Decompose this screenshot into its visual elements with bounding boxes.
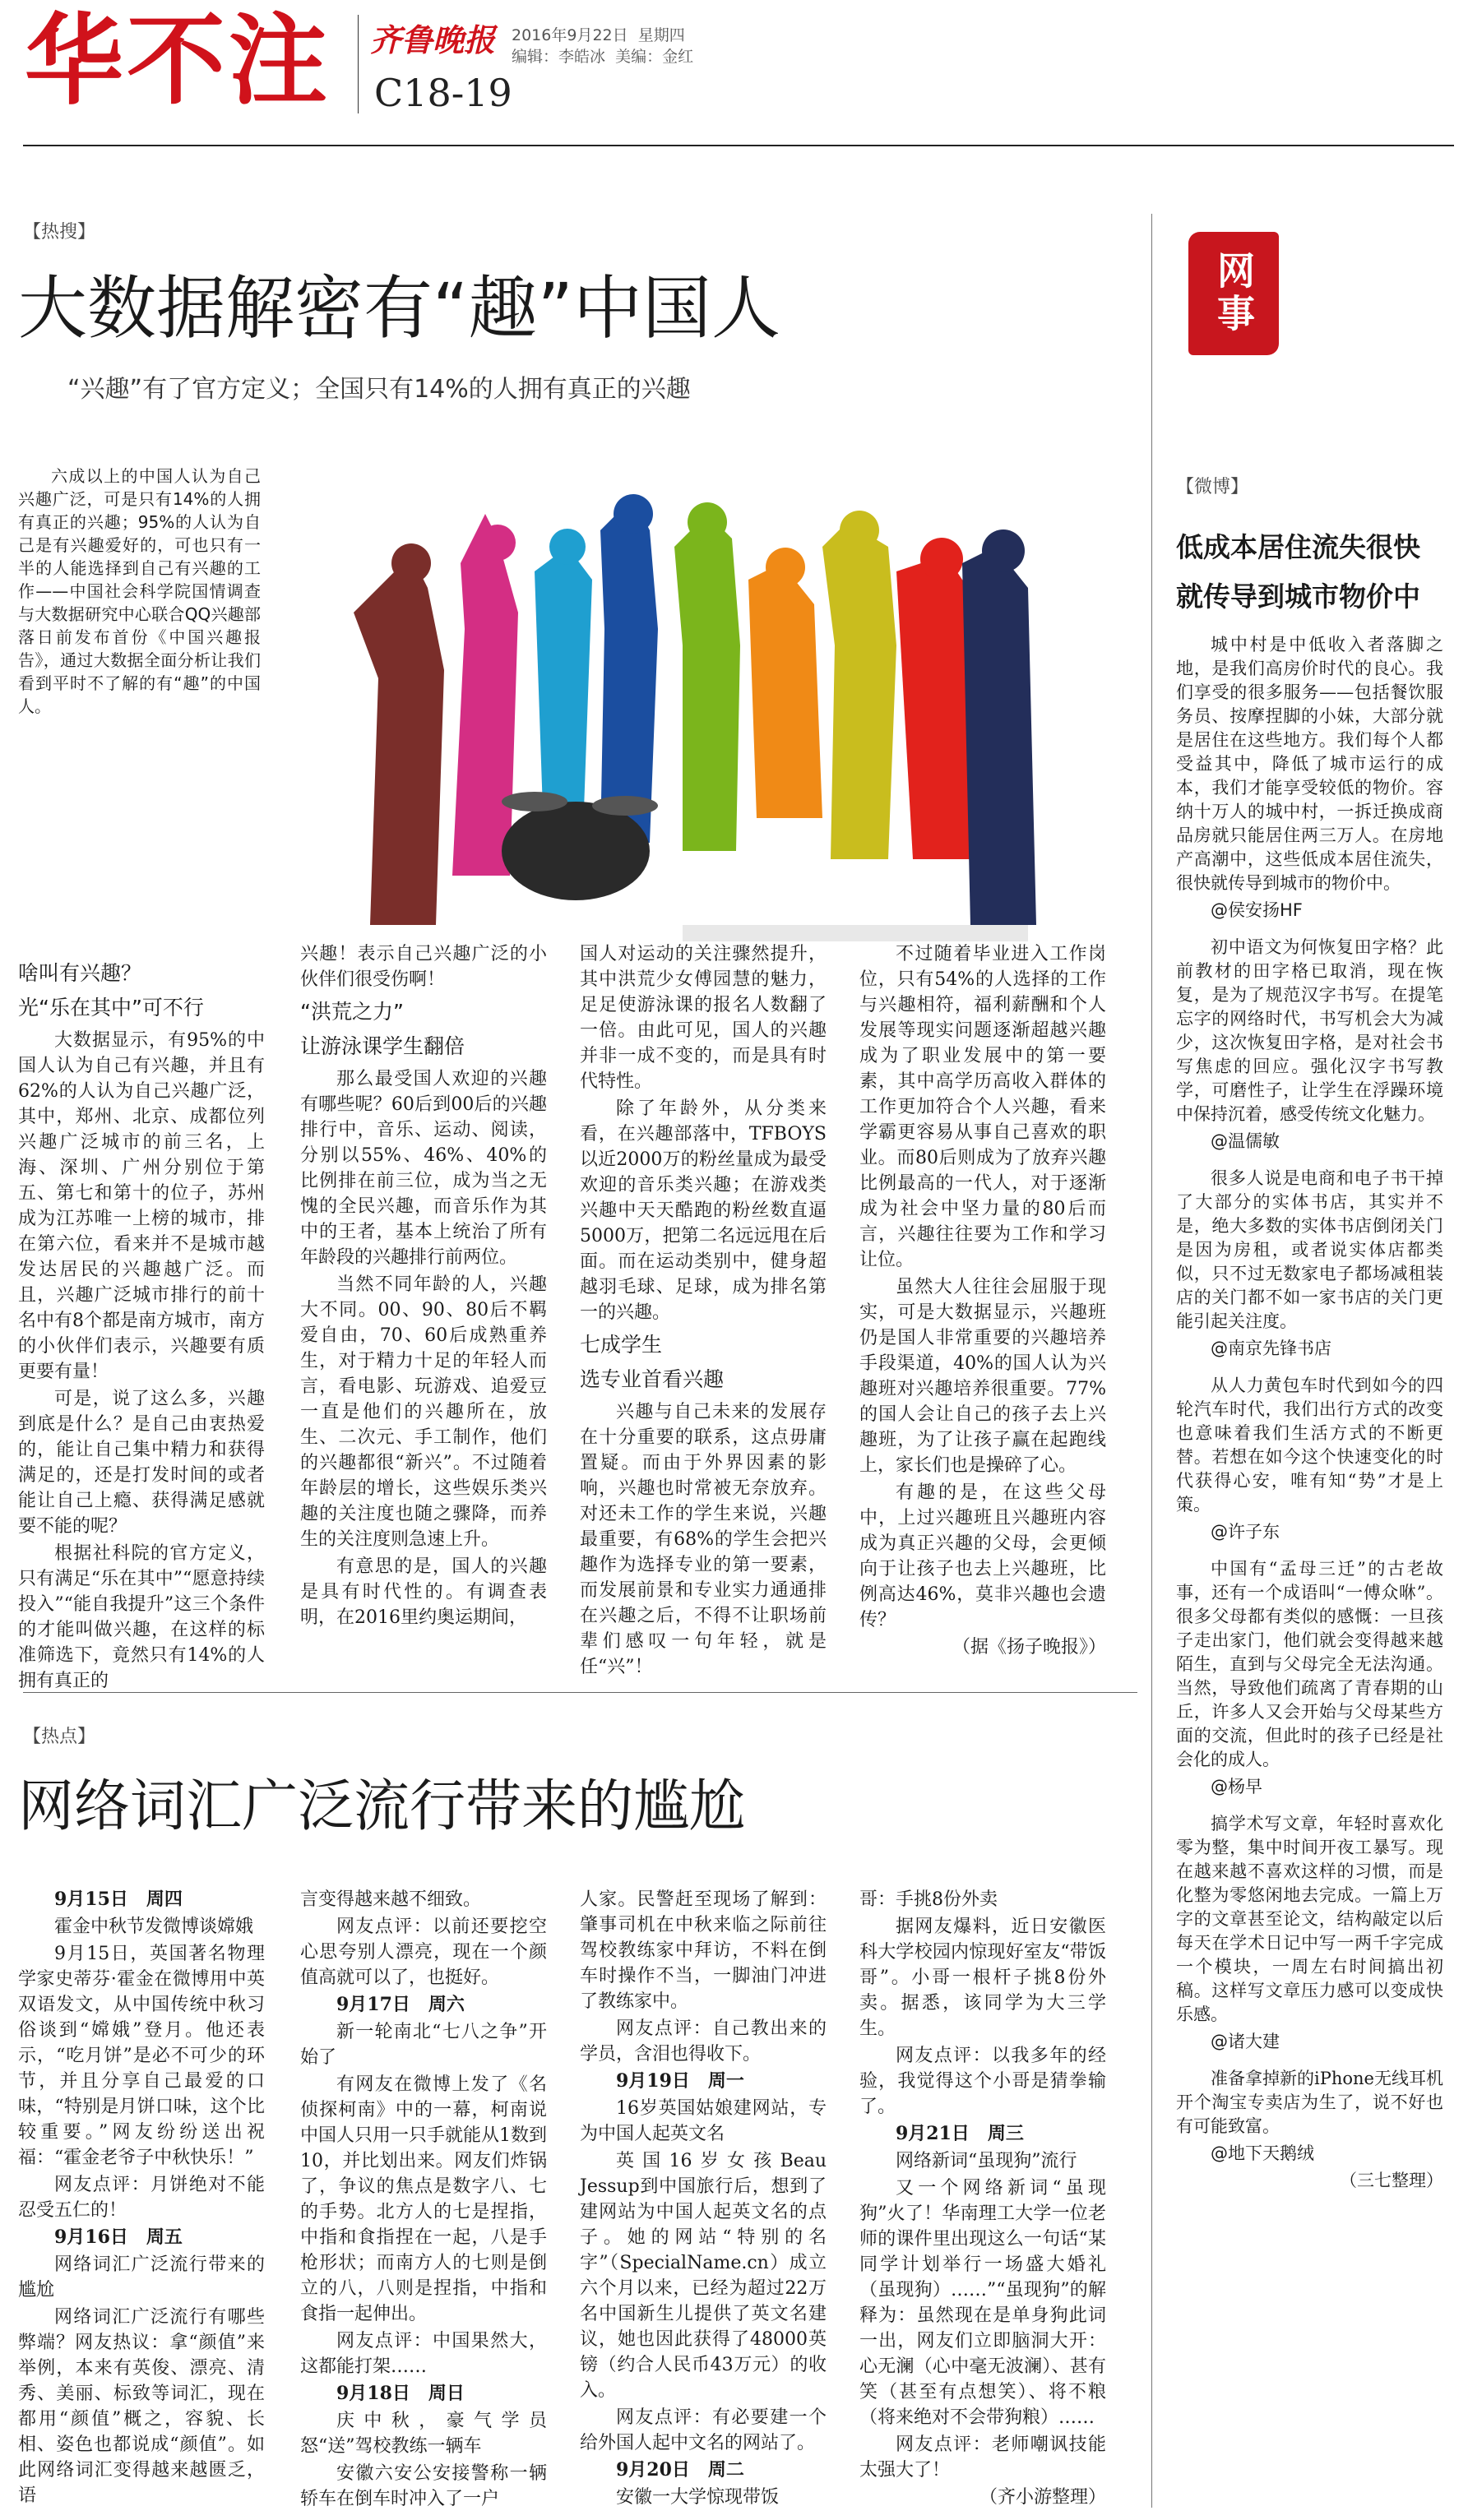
weibo-author: @诸大建 [1211,2032,1280,2051]
article1-subhead-1a: 啥叫有兴趣？ [18,961,142,985]
weibo-post: 搞学术写文章，年轻时喜欢化零为整，集中时间开夜工暴写。现在越来越不喜欢这样的习惯，而是化整为零悠闲地去完成。一篇上万字的文章甚至论文，结构敲定以后每天在学术日记中写一两千字完成一个模块，一周左右时间搞出初稿。这样写文章压力感可以变成快乐感。 [1176,1814,1443,2024]
article2-column-3 [580,1887,827,2512]
sidebar-tag: 【微博】 [1176,477,1249,497]
article1-paragraph: 那么最受国人欢迎的兴趣有哪些呢？60后到00后的兴趣排行中，音乐、运动、阅读，分别以55%、46%、40%的比例排在前三位，成为当之无愧的全民兴趣，而音乐作为其中的王者，基本上统治了所有年龄段的兴趣排行前两位。 [300,1069,547,1268]
diary-headline: 网络新词“虽现狗”流行 [896,2151,1077,2171]
article1-paragraph: 兴趣与自己未来的发展存在十分重要的联系，这点毋庸置疑。而由于外界因素的影响，兴趣也时常被无奈放弃。对还未工作的学生来说，兴趣最重要，有68%的学生会把兴趣作为选择专业的第一要素，而发展前景和专业实力通通排在兴趣之后，不得不让职场前辈们感叹一句年轻，就是任“兴”！ [580,1402,827,1677]
article1-paragraph: 虽然大人往往会屈服于现实，可是大数据显示，兴趣班仍是国人非常重要的兴趣培养手段渠道，40%的国人认为兴趣班对兴趣培养很重要。77%的国人会让自己的孩子去上兴趣班，为了让孩子赢在起跑线上，家长们也是操碎了心。 [859,1277,1106,1476]
article1-paragraph: 根据社科院的官方定义，只有满足“乐在其中”“愿意持续投入”“能自我提升”这三个条件的才能叫做兴趣，在这样的标准筛选下，竟然只有14%的人拥有真正的 [18,1543,265,1691]
article2-paragraph: 言变得越来越不细致。 [300,1889,482,1910]
weekday-text: 星期四 [637,26,685,44]
band-illustration [321,465,1069,946]
article2-column-2 [300,1887,547,2512]
diary-date: 9月21日 周三 [896,2123,1024,2144]
wangshi-seal [1188,232,1279,355]
article2-source: （齐小游整理） [979,2487,1106,2508]
article2-comment: 网友点评：以我多年的经验，我觉得这个小哥是猜拳输了。 [859,2046,1106,2117]
article2-paragraph: 英国16岁女孩Beau Jessup到中国旅行后，想到了建网站为中国人起英文名的点子。她的网站“特别的名字”（SpecialName.cn）成立六个月以来，已经为超过22万名中国新生儿提供了英文名建议，她也因此获得了48000英镑（约合人民币43万元）的收入。 [580,2151,827,2401]
article1-paragraph: 兴趣！表示自己兴趣广泛的小伙伴们很受伤啊！ [300,944,547,990]
article2-tag: 【热点】 [23,1727,96,1747]
band-members [354,494,1036,941]
masthead-rule [23,145,1454,146]
weibo-post: 中国有“孟母三迁”的古老故事，还有一个成语叫“一傅众咻”。很多父母都有类似的感慨：一旦孩子走出家门，他们就会变得越来越陌生，直到与父母完全无法沟通。当然，导致他们疏离了青春期的山丘，许多人又会开始与父母某些方面的交流，但此时的孩子已经是社会化的成人。 [1176,1559,1443,1769]
diary-date: 9月18日 周日 [336,2383,465,2404]
sidebar-body [1176,633,1443,2499]
article1-paragraph: 有趣的是，在这些父母中，上过兴趣班且兴趣班内容成为真正兴趣的父母，会更倾向于让孩子也去上兴趣班，比例高达46%，莫非兴趣也会遗传？ [859,1482,1106,1630]
weibo-post: 很多人说是电商和电子书干掉了大部分的实体书店，其实并不是，绝大多数的实体书店倒闭关门是因为房租，或者说实体店都类似，只不过无数家电子都场减租装店的关门都不如一家书店的关门更能引起关注度。 [1176,1168,1443,1331]
article1-source: （据《扬子晚报》） [952,1637,1106,1658]
article1-subtitle: “兴趣”有了官方定义；全国只有14%的人拥有真正的兴趣 [67,375,691,404]
sidebar-title-2: 就传导到城市物价中 [1176,580,1420,613]
weibo-post: 城中村是中低收入者落脚之地，是我们高房价时代的良心。我们享受的很多服务——包括餐饮服务员、按摩捏脚的小妹，大部分就是居住在这些地方。我们每个人都受益其中，降低了城市运行的成本，我们才能享受较低的物价。容纳十万人的城中村，一拆迁换成商品房就只能居住两三万人。在房地产高潮中，这些低成本居住流失，很快就传导到城市的物价中。 [1176,635,1443,893]
diary-date: 9月17日 周六 [336,1994,465,2015]
weibo-author: @南京先锋书店 [1211,1339,1331,1358]
article1-paragraph: 当然不同年龄的人，兴趣大不同。00、90、80后不羁爱自由，70、60后成熟重养生，对于精力十足的年轻人而言，看电影、玩游戏、追爱豆一直是他们的兴趣所在，放生、二次元、手工制作，他们的兴趣都很“新兴”。不过随着年龄层的增长，这些娱乐类兴趣的关注度也随之骤降，而养生的关注度则急速上升。 [300,1274,547,1550]
article2-column-4 [859,1887,1106,2512]
diary-date: 9月15日 周四 [54,1889,183,1910]
sidebar-divider [1151,214,1152,2508]
article1-subhead-3a: 七成学生 [580,1333,663,1357]
editor-text: 编辑：李皓冰 [512,48,606,66]
diary-headline: 网络词汇广泛流行带来的尴尬 [18,2254,265,2300]
article1-title: 大数据解密有“趣”中国人 [18,268,781,349]
article1-paragraph: 国人对运动的关注骤然提升，其中洪荒少女傅园慧的魅力，足足使游泳课的报名人数翻了一倍。由此可见，国人的兴趣并非一成不变的，而是具有时代特性。 [580,944,827,1092]
article2-paragraph: 网络词汇广泛流行有哪些弊端？网友热议：拿“颜值”来举例，本来有英俊、漂亮、清秀、美丽、标致等词汇，现在都用“颜值”概之，容貌、长相、姿色也都说成“颜值”。如此网络词汇变得越来越匮乏，语 [18,2307,265,2506]
weibo-author: @许子东 [1211,1522,1280,1542]
diary-date: 9月19日 周一 [616,2070,744,2092]
article2-paragraph: 9月15日，英国著名物理学家史蒂芬·霍金在微博用中英双语发文，从中国传统中秋习俗谈到“嫦娥”登月。他还表示，“吃月饼”是必不可少的环节，并且分享自己最爱的口味，“特别是月饼口味，这个比较重要。”网友纷纷送出祝福：“霍金老爷子中秋快乐！” [18,1944,265,2168]
sidebar-source: （三七整理） [1340,2171,1443,2190]
diary-headline: 霍金中秋节发微博谈嫦娥 [54,1917,254,1937]
diary-date: 9月16日 周五 [54,2226,183,2248]
article1-column-2 [300,941,547,1661]
weibo-author: @侯安扬HF [1211,900,1303,920]
article2-comment: 网友点评：月饼绝对不能忍受五仁的！ [18,2175,265,2221]
article1-subhead-2a: “洪荒之力” [300,1000,404,1024]
article2-comment: 网友点评：自己教出来的学员，含泪也得收下。 [580,2018,827,2065]
diary-headline: 16岁英国姑娘建网站，专为中国人起英文名 [580,2098,827,2144]
masthead-divider [358,15,359,113]
article1-column-1 [18,954,265,1691]
issue-date [512,23,685,45]
article1-paragraph: 有意思的是，国人的兴趣是具有时代性的。有调查表明，在2016里约奥运期间， [300,1556,547,1628]
designer-text: 美编：金红 [615,48,694,66]
article2-comment: 网友点评：中国果然大，这都能打架…… [300,2331,547,2377]
weibo-author: @温儒敏 [1211,1131,1280,1151]
weibo-post: 从人力黄包车时代到如今的四轮汽车时代，我们出行方式的改变也意味着我们生活方式的不断更替。若想在如今这个快速变化的时代获得心安，唯有知“势”才是上策。 [1176,1376,1443,1514]
article1-paragraph: 可是，说了这么多，兴趣到底是什么？是自己由衷热爱的，能让自己集中精力和获得满足的，还是打发时间的或者能让自己上瘾、获得满足感就要不能的呢？ [18,1389,265,1537]
article2-paragraph: 又一个网络新词“虽现狗”火了！华南理工大学一位老师的课件里出现这么一句话“某同学计划举行一场盛大婚礼（虽现狗）……”“虽现狗”的解释为：虽然现在是单身狗此词一出，网友们立即脑洞大开：心无澜（心中毫无波澜）、甚有笑（甚至有点想笑）、将不粮（将来绝对不会带狗粮）…… [859,2178,1106,2428]
article2-paragraph: 安徽六安公安接警称一辆轿车在倒车时冲入了一户 [300,2463,547,2509]
paper-logo: 齐鲁晚报 [370,21,496,58]
article1-lead: 六成以上的中国人认为自己兴趣广泛，可是只有14%的人拥有真正的兴趣；95%的人认为自己是有兴趣爱好的，可也只有一半的人能选择到自己有兴趣的工作——中国社会科学院国情调查与大数据研究中心联合QQ兴趣部落日前发布首份《中国兴趣报告》，通过大数据全面分析让我们看到平时不了解的有“趣”的中国人。 [18,466,261,716]
article1-tag: 【热搜】 [23,222,96,243]
article2-paragraph: 有网友在微博上发了《名侦探柯南》中的一幕，柯南说中国人只用一只手就能从1数到10，并比划出来。网友们炸锅了，争议的焦点是数字八、七的手势。北方人的七是捏指，中指和食指捏在一起，八是手枪形状；而南方人的七则是倒立的八，八则是捏指，中指和食指一起伸出。 [300,2074,547,2324]
article1-paragraph: 不过随着毕业进入工作岗位，只有54%的人选择的工作与兴趣相符，福利薪酬和个人发展等现实问题逐渐超越兴趣成为了职业发展中的第一要素，其中高学历高收入群体的工作更加符合个人兴趣，看来学霸更容易从事自己喜欢的职业。而80后则成为了放弃兴趣比例最高的一代人，对于逐渐成为社会中坚力量的80后而言，兴趣往往要为工作和学习让位。 [859,944,1106,1270]
weibo-post: 准备拿掉新的iPhone无线耳机开个淘宝专卖店为生了，说不好也有可能致富。 [1176,2069,1443,2136]
article2-paragraph: 据网友爆料，近日安徽医科大学校园内惊现好室友“带饭哥”。小哥一根杆子挑8份外卖。据悉，该同学为大三学生。 [859,1917,1106,2039]
article1-subhead-2b: 让游泳课学生翻倍 [300,1034,465,1058]
sidebar-title-1: 低成本居住流失很快 [1176,531,1420,563]
editor-credits [512,44,693,67]
diary-headline: 庆中秋，豪气学员怒“送”驾校教练一辆车 [300,2411,547,2457]
page-number: C18-19 [374,71,512,115]
article2-comment: 网友点评：有必要建一个给外国人起中文名的网站了。 [580,2407,827,2453]
section-title: 华不注 [25,4,331,118]
article1-subhead-1b: 光“乐在其中”可不行 [18,996,204,1020]
weibo-author: @地下天鹅绒 [1211,2143,1314,2163]
article2-comment: 网友点评：以前还要挖空心思夸别人漂亮，现在一个颜值高就可以了，也挺好。 [300,1917,547,1988]
weibo-post: 初中语文为何恢复田字格？此前教材的田字格已取消，现在恢复，是为了规范汉字书写。在提笔忘字的网络时代，书写机会大为减少，这次恢复田字格，是对社会书写焦虑的回应。强化汉字书写教学，可磨性子，让学生在浮躁环境中保持沉着，感受传统文化魅力。 [1176,937,1443,1124]
diary-date: 9月20日 周二 [616,2459,744,2481]
date-text: 2016年9月22日 [512,26,628,44]
article1-paragraph: 大数据显示，有95%的中国人认为自己有兴趣，并且有62%的人认为自己兴趣广泛，其中，郑州、北京、成都位列兴趣广泛城市的前三名，上海、深圳、广州分别位于第五、第七和第十的位子，苏州成为江苏唯一上榜的城市，排在第六位，看来并不是城市越发达居民的兴趣越广泛。而且，兴趣广泛城市排行的前十名中有8个都是南方城市，南方的小伙伴们表示，兴趣要有质更要有量！ [18,1030,265,1382]
weibo-author: @杨早 [1211,1777,1262,1796]
article1-column-3 [580,941,827,1677]
diary-headline: 哥：手挑8份外卖 [859,1889,998,1910]
article1-paragraph: 除了年龄外，从分类来看，在兴趣部落中，TFBOYS以近2000万的粉丝量成为最受欢迎的音乐类兴趣；在游戏类兴趣中天天酷跑的粉丝数直逼5000万，把第二名远远甩在后面。而在运动类别中，健身超越羽毛球、足球，成为排名第一的兴趣。 [580,1098,827,1323]
article2-column-1 [18,1887,265,2512]
article2-comment: 网友点评：老师嘲讽技能太强大了！ [859,2434,1106,2481]
article1-subhead-3b: 选专业首看兴趣 [580,1367,725,1391]
article2-paragraph: 人家。民警赶至现场了解到：肇事司机在中秋来临之际前往驾校教练家中拜访，不料在倒车时操作不当，一脚油门冲进了教练家中。 [580,1889,827,2012]
diary-headline: 新一轮南北“七八之争”开始了 [300,2022,547,2068]
article2-title: 网络词汇广泛流行带来的尴尬 [18,1774,746,1839]
section-divider [23,1692,1137,1693]
seal-text: 网事 [1211,251,1256,336]
article1-column-4 [859,941,1106,1661]
diary-headline: 安徽一大学惊现带饭 [616,2487,780,2508]
